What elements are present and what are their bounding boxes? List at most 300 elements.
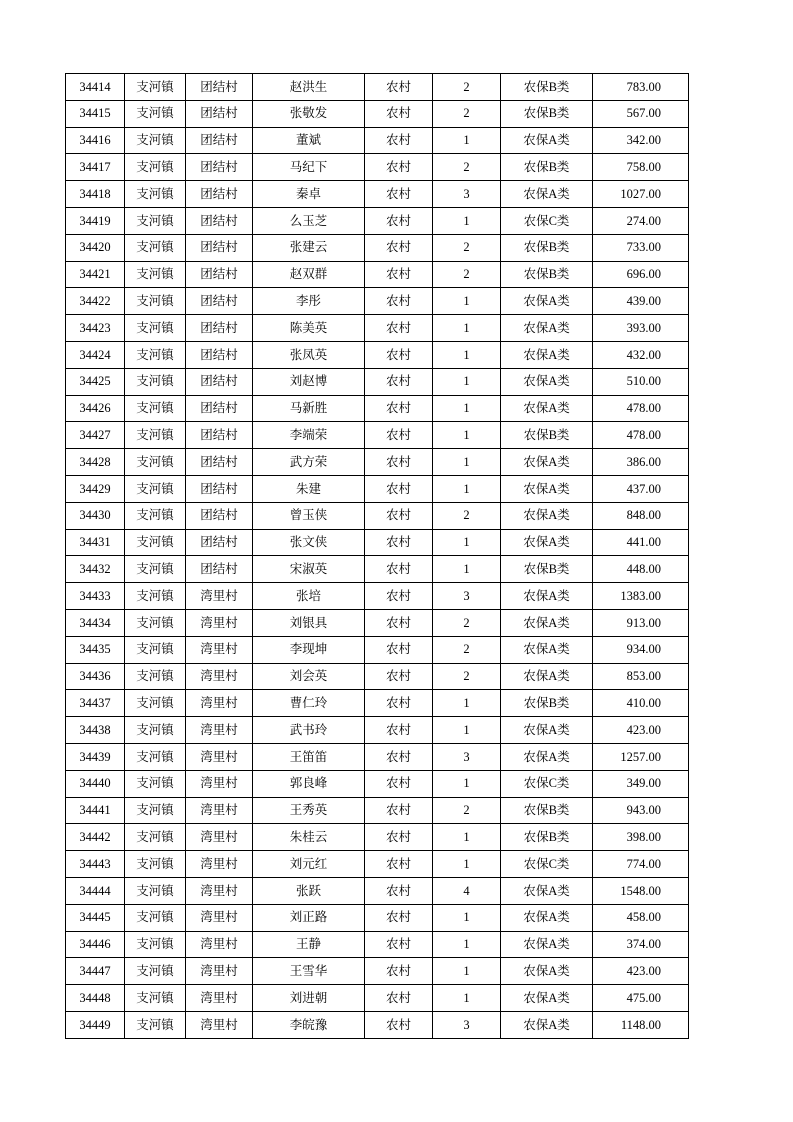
cell-amount: 439.00	[593, 288, 689, 315]
cell-count: 1	[433, 824, 501, 851]
cell-village: 湾里村	[186, 583, 253, 610]
cell-amount: 913.00	[593, 609, 689, 636]
cell-name: 张跃	[253, 877, 365, 904]
table-row	[66, 368, 689, 395]
cell-name: 张培	[253, 583, 365, 610]
cell-insurance_type: 农保A类	[501, 341, 593, 368]
cell-village: 湾里村	[186, 1011, 253, 1038]
cell-serial: 34446	[66, 931, 125, 958]
cell-count: 1	[433, 395, 501, 422]
table-row	[66, 877, 689, 904]
cell-count: 2	[433, 234, 501, 261]
cell-amount: 274.00	[593, 207, 689, 234]
cell-category: 农村	[365, 529, 433, 556]
cell-amount: 393.00	[593, 315, 689, 342]
cell-village: 湾里村	[186, 797, 253, 824]
cell-category: 农村	[365, 824, 433, 851]
cell-category: 农村	[365, 74, 433, 101]
cell-category: 农村	[365, 663, 433, 690]
cell-amount: 349.00	[593, 770, 689, 797]
cell-village: 团结村	[186, 127, 253, 154]
cell-category: 农村	[365, 100, 433, 127]
table-row	[66, 583, 689, 610]
cell-village: 团结村	[186, 449, 253, 476]
cell-town: 支河镇	[125, 1011, 186, 1038]
cell-name: 武方荣	[253, 449, 365, 476]
cell-town: 支河镇	[125, 181, 186, 208]
cell-count: 1	[433, 529, 501, 556]
cell-serial: 34440	[66, 770, 125, 797]
cell-town: 支河镇	[125, 422, 186, 449]
cell-category: 农村	[365, 797, 433, 824]
cell-category: 农村	[365, 288, 433, 315]
cell-insurance_type: 农保A类	[501, 743, 593, 770]
cell-name: 武书玲	[253, 717, 365, 744]
table-row	[66, 502, 689, 529]
cell-amount: 567.00	[593, 100, 689, 127]
cell-count: 2	[433, 154, 501, 181]
cell-town: 支河镇	[125, 904, 186, 931]
table-row	[66, 958, 689, 985]
cell-serial: 34423	[66, 315, 125, 342]
cell-count: 1	[433, 341, 501, 368]
cell-count: 1	[433, 931, 501, 958]
table-row	[66, 556, 689, 583]
cell-serial: 34432	[66, 556, 125, 583]
cell-village: 湾里村	[186, 851, 253, 878]
cell-serial: 34431	[66, 529, 125, 556]
cell-insurance_type: 农保A类	[501, 931, 593, 958]
cell-count: 1	[433, 475, 501, 502]
cell-count: 3	[433, 1011, 501, 1038]
cell-amount: 410.00	[593, 690, 689, 717]
cell-village: 团结村	[186, 181, 253, 208]
table-row	[66, 743, 689, 770]
cell-amount: 943.00	[593, 797, 689, 824]
cell-name: 郭良峰	[253, 770, 365, 797]
cell-village: 湾里村	[186, 663, 253, 690]
cell-serial: 34441	[66, 797, 125, 824]
cell-serial: 34429	[66, 475, 125, 502]
cell-village: 湾里村	[186, 958, 253, 985]
cell-count: 3	[433, 583, 501, 610]
table-row	[66, 824, 689, 851]
cell-count: 2	[433, 502, 501, 529]
cell-count: 1	[433, 449, 501, 476]
cell-serial: 34430	[66, 502, 125, 529]
cell-serial: 34449	[66, 1011, 125, 1038]
cell-village: 团结村	[186, 74, 253, 101]
table-row	[66, 690, 689, 717]
cell-insurance_type: 农保B类	[501, 100, 593, 127]
cell-category: 农村	[365, 985, 433, 1012]
cell-amount: 510.00	[593, 368, 689, 395]
cell-category: 农村	[365, 717, 433, 744]
cell-count: 2	[433, 74, 501, 101]
cell-category: 农村	[365, 690, 433, 717]
cell-village: 湾里村	[186, 824, 253, 851]
cell-town: 支河镇	[125, 583, 186, 610]
cell-name: 赵双群	[253, 261, 365, 288]
cell-name: 刘元红	[253, 851, 365, 878]
cell-town: 支河镇	[125, 234, 186, 261]
cell-village: 团结村	[186, 288, 253, 315]
cell-category: 农村	[365, 609, 433, 636]
cell-count: 1	[433, 770, 501, 797]
cell-amount: 458.00	[593, 904, 689, 931]
table-row	[66, 74, 689, 101]
cell-town: 支河镇	[125, 74, 186, 101]
cell-category: 农村	[365, 583, 433, 610]
cell-category: 农村	[365, 556, 433, 583]
cell-village: 团结村	[186, 529, 253, 556]
cell-name: 张敬发	[253, 100, 365, 127]
cell-amount: 1148.00	[593, 1011, 689, 1038]
cell-amount: 774.00	[593, 851, 689, 878]
cell-town: 支河镇	[125, 395, 186, 422]
cell-category: 农村	[365, 422, 433, 449]
cell-count: 1	[433, 851, 501, 878]
cell-insurance_type: 农保A类	[501, 663, 593, 690]
cell-insurance_type: 农保A类	[501, 583, 593, 610]
cell-serial: 34437	[66, 690, 125, 717]
cell-name: 曹仁玲	[253, 690, 365, 717]
cell-amount: 437.00	[593, 475, 689, 502]
cell-name: 赵洪生	[253, 74, 365, 101]
table-row	[66, 717, 689, 744]
cell-category: 农村	[365, 877, 433, 904]
cell-town: 支河镇	[125, 958, 186, 985]
cell-name: 曾玉侠	[253, 502, 365, 529]
cell-amount: 758.00	[593, 154, 689, 181]
cell-insurance_type: 农保A类	[501, 475, 593, 502]
cell-serial: 34425	[66, 368, 125, 395]
table-row	[66, 341, 689, 368]
cell-amount: 386.00	[593, 449, 689, 476]
cell-insurance_type: 农保B类	[501, 154, 593, 181]
cell-name: 秦卓	[253, 181, 365, 208]
cell-serial: 34417	[66, 154, 125, 181]
cell-amount: 783.00	[593, 74, 689, 101]
cell-name: 张建云	[253, 234, 365, 261]
cell-town: 支河镇	[125, 743, 186, 770]
cell-serial: 34445	[66, 904, 125, 931]
cell-village: 团结村	[186, 341, 253, 368]
cell-name: 董斌	[253, 127, 365, 154]
cell-amount: 441.00	[593, 529, 689, 556]
table-row	[66, 100, 689, 127]
cell-town: 支河镇	[125, 877, 186, 904]
cell-count: 1	[433, 315, 501, 342]
cell-count: 1	[433, 288, 501, 315]
cell-amount: 478.00	[593, 395, 689, 422]
cell-serial: 34415	[66, 100, 125, 127]
cell-village: 湾里村	[186, 877, 253, 904]
cell-town: 支河镇	[125, 502, 186, 529]
table-row	[66, 207, 689, 234]
cell-town: 支河镇	[125, 609, 186, 636]
cell-count: 2	[433, 261, 501, 288]
cell-town: 支河镇	[125, 931, 186, 958]
table-row	[66, 261, 689, 288]
table-row	[66, 288, 689, 315]
cell-count: 1	[433, 690, 501, 717]
cell-insurance_type: 农保A类	[501, 958, 593, 985]
cell-serial: 34427	[66, 422, 125, 449]
cell-category: 农村	[365, 931, 433, 958]
cell-count: 1	[433, 207, 501, 234]
table-row	[66, 1011, 689, 1038]
cell-insurance_type: 农保C类	[501, 770, 593, 797]
cell-name: 么玉芝	[253, 207, 365, 234]
cell-town: 支河镇	[125, 663, 186, 690]
cell-count: 1	[433, 422, 501, 449]
cell-village: 团结村	[186, 422, 253, 449]
cell-town: 支河镇	[125, 368, 186, 395]
cell-amount: 475.00	[593, 985, 689, 1012]
cell-amount: 733.00	[593, 234, 689, 261]
cell-village: 湾里村	[186, 717, 253, 744]
cell-town: 支河镇	[125, 636, 186, 663]
cell-amount: 1548.00	[593, 877, 689, 904]
cell-serial: 34418	[66, 181, 125, 208]
cell-name: 张文侠	[253, 529, 365, 556]
cell-village: 湾里村	[186, 985, 253, 1012]
cell-name: 王秀英	[253, 797, 365, 824]
table-row	[66, 422, 689, 449]
cell-town: 支河镇	[125, 851, 186, 878]
cell-count: 1	[433, 556, 501, 583]
cell-insurance_type: 农保A类	[501, 1011, 593, 1038]
cell-serial: 34444	[66, 877, 125, 904]
cell-insurance_type: 农保A类	[501, 877, 593, 904]
cell-serial: 34419	[66, 207, 125, 234]
records-table-body	[66, 74, 689, 1039]
cell-insurance_type: 农保B类	[501, 797, 593, 824]
cell-insurance_type: 农保A类	[501, 368, 593, 395]
cell-town: 支河镇	[125, 770, 186, 797]
cell-serial: 34414	[66, 74, 125, 101]
cell-category: 农村	[365, 636, 433, 663]
cell-name: 宋淑英	[253, 556, 365, 583]
table-row	[66, 315, 689, 342]
cell-serial: 34428	[66, 449, 125, 476]
cell-count: 2	[433, 100, 501, 127]
cell-name: 李端荣	[253, 422, 365, 449]
cell-village: 团结村	[186, 315, 253, 342]
table-row	[66, 931, 689, 958]
cell-count: 1	[433, 958, 501, 985]
cell-town: 支河镇	[125, 475, 186, 502]
cell-category: 农村	[365, 475, 433, 502]
cell-amount: 374.00	[593, 931, 689, 958]
cell-count: 1	[433, 717, 501, 744]
cell-name: 朱建	[253, 475, 365, 502]
cell-amount: 1027.00	[593, 181, 689, 208]
table-row	[66, 449, 689, 476]
cell-count: 1	[433, 127, 501, 154]
cell-count: 3	[433, 743, 501, 770]
cell-category: 农村	[365, 341, 433, 368]
cell-serial: 34435	[66, 636, 125, 663]
cell-serial: 34443	[66, 851, 125, 878]
cell-village: 湾里村	[186, 743, 253, 770]
cell-name: 刘银具	[253, 609, 365, 636]
records-table	[65, 73, 689, 1039]
cell-category: 农村	[365, 315, 433, 342]
cell-insurance_type: 农保C类	[501, 851, 593, 878]
cell-village: 团结村	[186, 154, 253, 181]
cell-insurance_type: 农保A类	[501, 636, 593, 663]
cell-name: 陈美英	[253, 315, 365, 342]
cell-serial: 34420	[66, 234, 125, 261]
cell-amount: 478.00	[593, 422, 689, 449]
cell-insurance_type: 农保B类	[501, 690, 593, 717]
cell-village: 湾里村	[186, 770, 253, 797]
cell-insurance_type: 农保B类	[501, 556, 593, 583]
table-row	[66, 475, 689, 502]
cell-serial: 34424	[66, 341, 125, 368]
cell-category: 农村	[365, 234, 433, 261]
cell-amount: 1383.00	[593, 583, 689, 610]
cell-serial: 34436	[66, 663, 125, 690]
table-row	[66, 636, 689, 663]
table-row	[66, 770, 689, 797]
cell-village: 团结村	[186, 100, 253, 127]
cell-serial: 34433	[66, 583, 125, 610]
cell-town: 支河镇	[125, 985, 186, 1012]
table-row	[66, 395, 689, 422]
cell-count: 2	[433, 609, 501, 636]
cell-amount: 448.00	[593, 556, 689, 583]
cell-town: 支河镇	[125, 529, 186, 556]
cell-insurance_type: 农保B类	[501, 74, 593, 101]
cell-town: 支河镇	[125, 154, 186, 181]
cell-serial: 34439	[66, 743, 125, 770]
cell-amount: 423.00	[593, 717, 689, 744]
cell-count: 2	[433, 663, 501, 690]
cell-category: 农村	[365, 368, 433, 395]
cell-serial: 34426	[66, 395, 125, 422]
cell-count: 3	[433, 181, 501, 208]
cell-category: 农村	[365, 395, 433, 422]
cell-village: 湾里村	[186, 609, 253, 636]
cell-serial: 34448	[66, 985, 125, 1012]
cell-name: 王笛笛	[253, 743, 365, 770]
cell-insurance_type: 农保A类	[501, 609, 593, 636]
cell-count: 1	[433, 904, 501, 931]
cell-category: 农村	[365, 207, 433, 234]
table-row	[66, 181, 689, 208]
cell-amount: 398.00	[593, 824, 689, 851]
table-row	[66, 797, 689, 824]
cell-category: 农村	[365, 127, 433, 154]
cell-village: 团结村	[186, 368, 253, 395]
cell-insurance_type: 农保B类	[501, 261, 593, 288]
cell-village: 团结村	[186, 475, 253, 502]
cell-amount: 934.00	[593, 636, 689, 663]
cell-town: 支河镇	[125, 288, 186, 315]
cell-town: 支河镇	[125, 127, 186, 154]
cell-count: 1	[433, 368, 501, 395]
cell-amount: 853.00	[593, 663, 689, 690]
cell-insurance_type: 农保A类	[501, 181, 593, 208]
cell-category: 农村	[365, 958, 433, 985]
cell-name: 马纪下	[253, 154, 365, 181]
cell-category: 农村	[365, 502, 433, 529]
table-row	[66, 985, 689, 1012]
cell-category: 农村	[365, 154, 433, 181]
cell-serial: 34434	[66, 609, 125, 636]
cell-insurance_type: 农保A类	[501, 395, 593, 422]
cell-name: 刘赵博	[253, 368, 365, 395]
cell-amount: 848.00	[593, 502, 689, 529]
cell-village: 湾里村	[186, 636, 253, 663]
cell-category: 农村	[365, 261, 433, 288]
cell-insurance_type: 农保A类	[501, 529, 593, 556]
cell-town: 支河镇	[125, 449, 186, 476]
cell-insurance_type: 农保A类	[501, 288, 593, 315]
cell-name: 张凤英	[253, 341, 365, 368]
cell-village: 湾里村	[186, 690, 253, 717]
cell-category: 农村	[365, 770, 433, 797]
table-row	[66, 663, 689, 690]
table-row	[66, 609, 689, 636]
cell-name: 刘会英	[253, 663, 365, 690]
cell-town: 支河镇	[125, 690, 186, 717]
cell-insurance_type: 农保A类	[501, 127, 593, 154]
cell-name: 刘进朝	[253, 985, 365, 1012]
cell-insurance_type: 农保A类	[501, 904, 593, 931]
cell-count: 1	[433, 985, 501, 1012]
cell-town: 支河镇	[125, 556, 186, 583]
cell-serial: 34422	[66, 288, 125, 315]
cell-insurance_type: 农保A类	[501, 449, 593, 476]
cell-town: 支河镇	[125, 341, 186, 368]
cell-town: 支河镇	[125, 717, 186, 744]
cell-insurance_type: 农保C类	[501, 207, 593, 234]
table-row	[66, 127, 689, 154]
cell-name: 李现坤	[253, 636, 365, 663]
cell-village: 团结村	[186, 207, 253, 234]
cell-village: 湾里村	[186, 931, 253, 958]
cell-insurance_type: 农保A类	[501, 717, 593, 744]
cell-insurance_type: 农保A类	[501, 315, 593, 342]
cell-insurance_type: 农保B类	[501, 234, 593, 261]
cell-name: 李彤	[253, 288, 365, 315]
cell-village: 团结村	[186, 556, 253, 583]
table-row	[66, 904, 689, 931]
cell-name: 王静	[253, 931, 365, 958]
cell-amount: 432.00	[593, 341, 689, 368]
cell-serial: 34421	[66, 261, 125, 288]
cell-category: 农村	[365, 743, 433, 770]
cell-category: 农村	[365, 904, 433, 931]
table-row	[66, 154, 689, 181]
cell-name: 李皖豫	[253, 1011, 365, 1038]
cell-serial: 34438	[66, 717, 125, 744]
cell-name: 朱桂云	[253, 824, 365, 851]
cell-name: 刘正路	[253, 904, 365, 931]
cell-town: 支河镇	[125, 315, 186, 342]
cell-serial: 34416	[66, 127, 125, 154]
table-row	[66, 851, 689, 878]
table-row	[66, 234, 689, 261]
cell-insurance_type: 农保A类	[501, 985, 593, 1012]
cell-category: 农村	[365, 851, 433, 878]
cell-category: 农村	[365, 449, 433, 476]
cell-category: 农村	[365, 181, 433, 208]
